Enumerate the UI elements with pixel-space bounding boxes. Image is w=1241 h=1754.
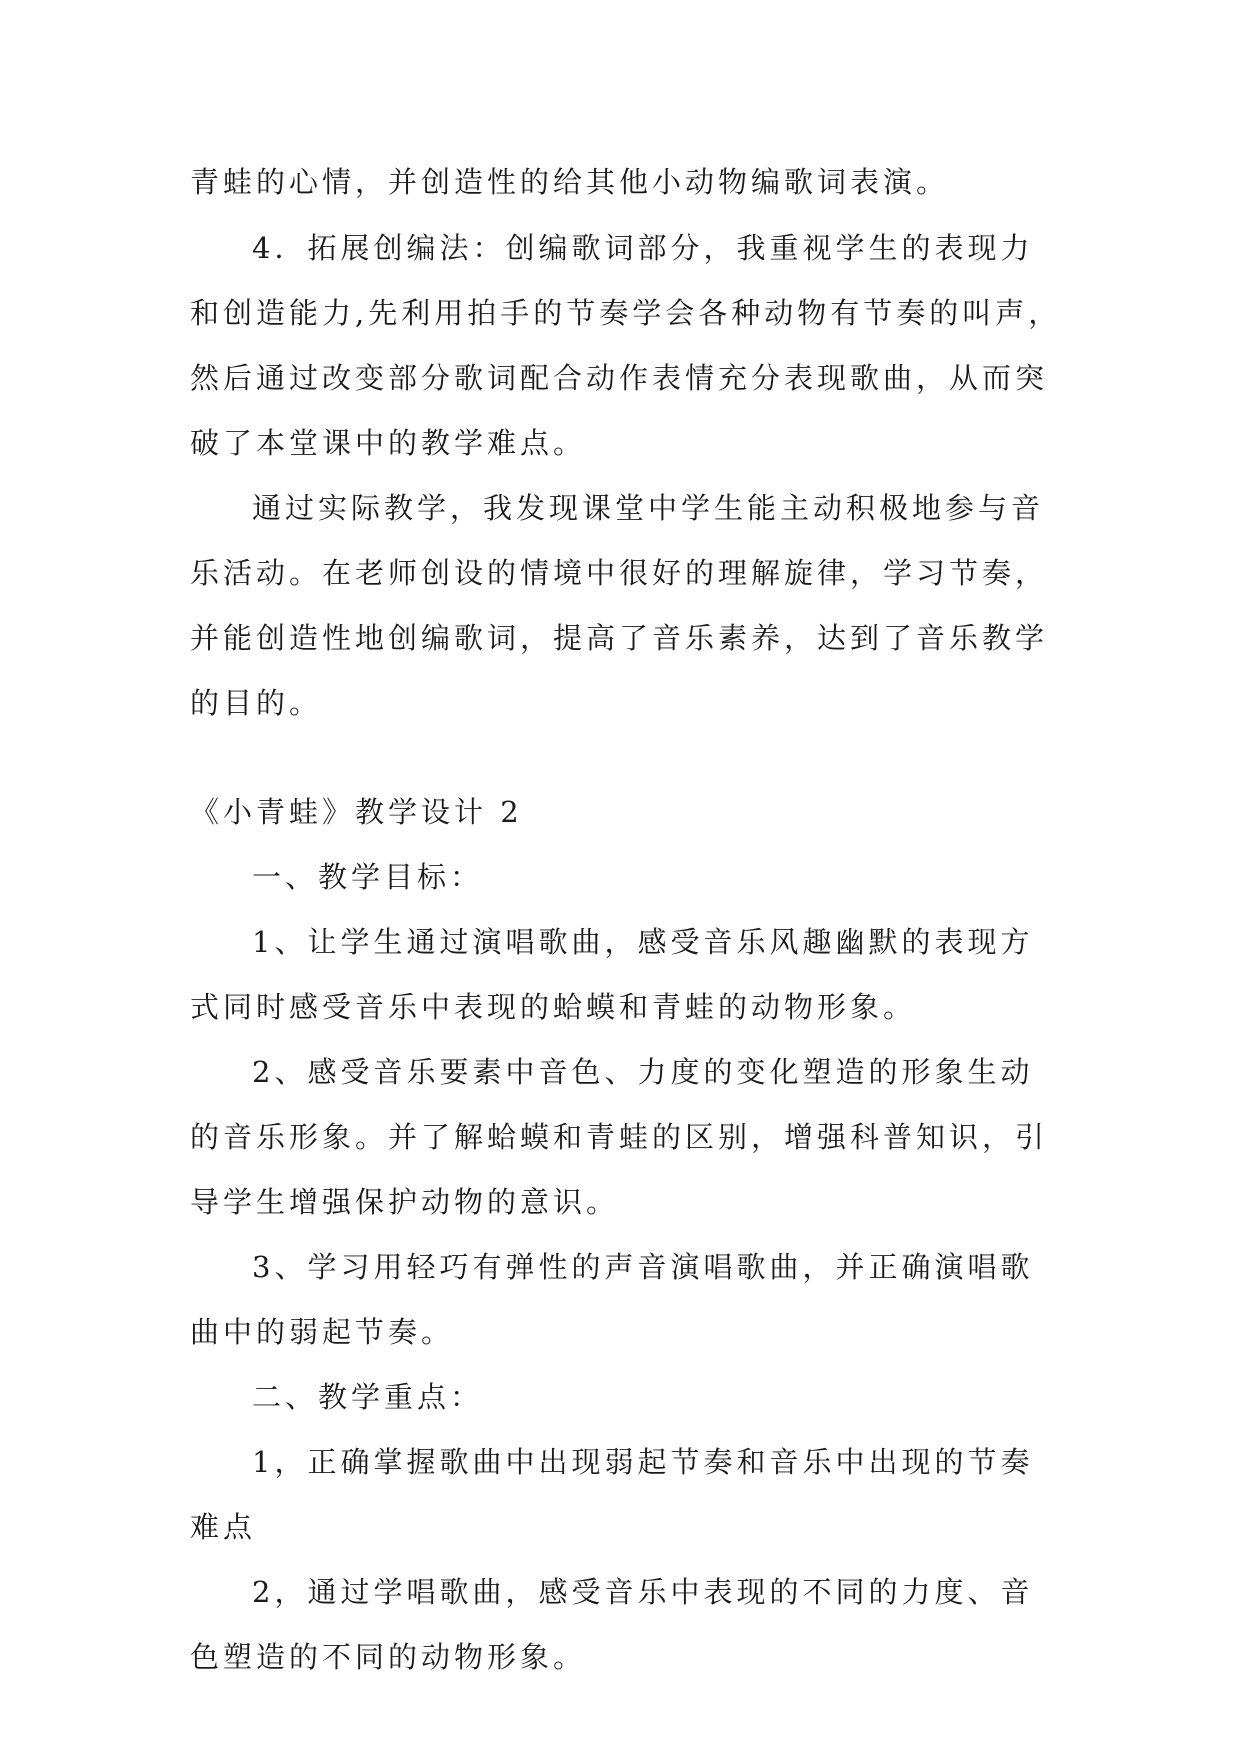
paragraph-line: 1、让学生通过演唱歌曲，感受音乐风趣幽默的表现方 <box>252 925 1034 959</box>
paragraph-line: 青蛙的心情，并创造性的给其他小动物编歌词表演。 <box>190 165 950 199</box>
section-heading: 一、教学目标： <box>252 860 484 894</box>
paragraph-line: 和创造能力,先利用拍手的节奏学会各种动物有节奏的叫声， <box>190 296 1062 330</box>
paragraph-line: 的目的。 <box>190 686 323 720</box>
paragraph-line: 破了本堂课中的教学难点。 <box>190 426 587 460</box>
paragraph-line: 的音乐形象。并了解蛤蟆和青蛙的区别，增强科普知识，引 <box>190 1120 1049 1154</box>
paragraph-line: 2，通过学唱歌曲，感受音乐中表现的不同的力度、音 <box>252 1575 1034 1609</box>
paragraph-line: 色塑造的不同的动物形象。 <box>190 1640 587 1674</box>
paragraph-line: 并能创造性地创编歌词，提高了音乐素养，达到了音乐教学 <box>190 621 1049 655</box>
paragraph-line: 乐活动。在老师创设的情境中很好的理解旋律，学习节奏， <box>190 556 1049 590</box>
section-title: 《小青蛙》教学设计 2 <box>190 795 523 829</box>
paragraph-line: 3、学习用轻巧有弹性的声音演唱歌曲，并正确演唱歌 <box>252 1250 1034 1284</box>
paragraph-line: 式同时感受音乐中表现的蛤蟆和青蛙的动物形象。 <box>190 990 917 1024</box>
paragraph-line: 曲中的弱起节奏。 <box>190 1315 455 1349</box>
section-heading: 二、教学重点： <box>252 1380 484 1414</box>
paragraph-line: 然后通过改变部分歌词配合动作表情充分表现歌曲，从而突 <box>190 361 1049 395</box>
paragraph-line: 1，正确掌握歌曲中出现弱起节奏和音乐中出现的节奏 <box>252 1445 1034 1479</box>
paragraph-line: 难点 <box>190 1510 257 1544</box>
paragraph-line: 4．拓展创编法：创编歌词部分，我重视学生的表现力 <box>252 231 1034 265</box>
paragraph-line: 通过实际教学，我发现课堂中学生能主动积极地参与音 <box>252 491 1045 525</box>
paragraph-line: 2、感受音乐要素中音色、力度的变化塑造的形象生动 <box>252 1055 1034 1089</box>
paragraph-line: 导学生增强保护动物的意识。 <box>190 1185 620 1219</box>
